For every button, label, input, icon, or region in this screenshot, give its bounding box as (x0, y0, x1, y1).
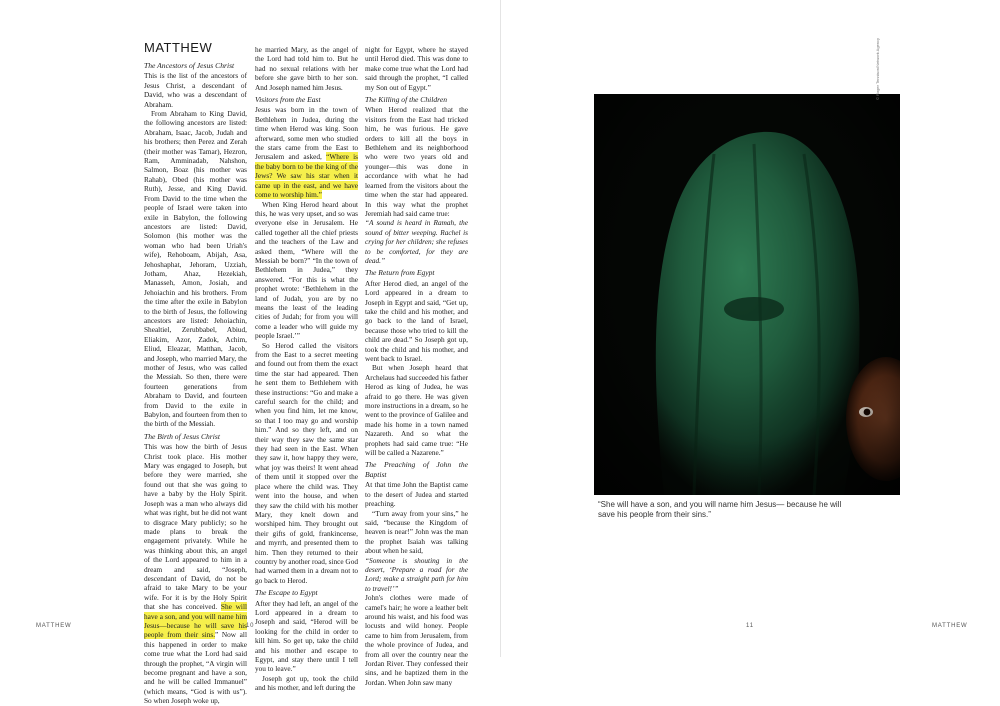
paragraph-text: ” Now all this happened in order to make come true what the Lord had said through the prophet, “A virgin will become pregnant and have a son, and he will be called Immanuel” (which means, “God is with us”). So when Joseph woke up, (144, 630, 247, 706)
section-heading: The Birth of Jesus Christ (144, 431, 220, 441)
book-title: MATTHEW (144, 40, 213, 55)
section-heading: The Killing of the Children (365, 95, 447, 105)
paragraph (255, 105, 358, 199)
paragraph-text: This was how the birth of Jesus Christ took place. His mother Mary was engaged to Joseph, but before they were married, she found out that she was going to have a baby by the Holy Spirit. Joseph was a man who always did what was right, but he did not want to disgrace Mary publicly; so he made plans to break the engagement privately. While he was thinking about this, an angel of the Lord appeared to him in a dream and said, “Joseph, descendant of David, do not be afraid to take Mary to be your wife. For it is by the Holy Spirit that she has conceived. (144, 442, 247, 612)
text-column-2 (255, 45, 358, 693)
paragraph: After they had left, an angel of the Lord appeared in a dream to Joseph and said, “Herod will be looking for the child in order to kill him. So get up, take the child and his mother and escape to Egypt, and stay there until I tell you to leave.” (255, 598, 358, 674)
paragraph: Joseph got up, took the child and his mother, and left during the (255, 673, 358, 693)
section-heading: The Preaching of John the Baptist (365, 460, 468, 479)
paragraph-text: Jesus was born in the town of Bethlehem in Judea, during the time when Herod was king. Soon afterward, some men who studied the stars came from the East to Jerusalem and asked, (255, 105, 358, 162)
footer-book-title-right: MATTHEW (932, 623, 968, 629)
section-heading: The Ancestors of Jesus Christ (144, 61, 235, 70)
paragraph: “Turn away from your sins,” he said, “because the Kingdom of heaven is near!” John was the man the prophet Isaiah was talking about when he said, (365, 508, 468, 556)
paragraph: John's clothes were made of camel's hair; he wore a leather belt around his waist, and his food was locusts and wild honey. People came to him from Jerusalem, from the whole province of Judea, and from all over the country near the Jordan River. They confessed their sins, and he baptized them in the Jordan. When John saw many (365, 593, 468, 687)
highlighted-verse: She will have a son, and you will name him Jesus—because he will save his people from their sins. (144, 602, 247, 640)
page-number-right: 11 (746, 623, 754, 629)
page-number-left: 10 (246, 623, 255, 629)
photo-illustration (594, 94, 900, 495)
section-heading: The Return from Egypt (365, 268, 435, 278)
photo-caption: “She will have a son, and you will name him Jesus— because he will save his people from their sins.” (598, 500, 842, 519)
photo-veiled-woman-and-child (594, 94, 900, 495)
scripture-quote: “A sound is heard in Ramah, the sound of bitter weeping. Rachel is crying for her children; she refuses to be comforted, for they are dead.” (365, 218, 468, 265)
paragraph: At that time John the Baptist came to the desert of Judea and started preaching. (365, 480, 468, 509)
paragraph: he married Mary, as the angel of the Lord had told him to. But he had no sexual relations with her before she gave birth to her son. And Joseph named him Jesus. (255, 45, 358, 92)
page-spine (500, 0, 501, 657)
paragraph: So Herod called the visitors from the East to a secret meeting and found out from them the exact time the star had appeared. Then he sent them to Bethlehem with these instructions: “Go and make a careful search for the child; and when you find him, let me know, so that I too may go and worship him.” And so they left, and on their way they saw the same star they had seen in the East. When they saw it, how happy they were, what joy was theirs! It went ahead of them until it stopped over the place where the child was. They went into the house, and when they saw the child with his mother Mary, they knelt down and worshiped him. They brought out their gifts of gold, frankincense, and myrrh, and presented them to him. Then they returned to their country by another road, since God had warned them in a dream not to go back to Herod. (255, 340, 358, 585)
paragraph: When King Herod heard about this, he was very upset, and so was everyone else in Jerusalem. He called together all the chief priests and the teachers of the Law and asked them, “Where will the Messiah be born?” “In the town of Bethlehem in Judea,” they answered. “For this is what the prophet wrote: ‘Bethlehem in the land of Judah, you are by no means the least of the leading cities of Judah; for from you will come a leader who will guide my people Israel.’” (255, 199, 358, 341)
scripture-quote: “Someone is shouting in the desert, ‘Prepare a road for the Lord; make a straight path for him to travel!’” (365, 555, 468, 593)
highlighted-verse: “Where is the baby born to be the king of the Jews? We saw his star when it came up in the east, and we have come to worship him.” (255, 152, 358, 200)
footer-book-title-left: MATTHEW (36, 623, 72, 629)
paragraph: From Abraham to King David, the following ancestors are listed: Abraham, Isaac, Jacob, Judah and his brothers; then Perez and Zerah (their mother was Tamar), Hezron, Ram, Amminadab, Nahshon, Salmon, Boaz (his mother was Rahab), Obed (his mother was Ruth), Jesse, and King David. From David to the time when the people of Israel were taken into exile in Babylon, the following ancestors are listed: David, Solomon (his mother was the woman who had been Uriah's wife), Rehoboam, Abijah, Asa, Jehoshaphat, Jehoram, Uzziah, Jotham, Ahaz, Hezekiah, Manasseh, Amon, Josiah, and Jehoiachin and his brothers. From the time after the exile in Babylon to the birth of Jesus, the following ancestors are listed: Jehoiachin, Shealtiel, Zerubbabel, Abiud, Eliakim, Azor, Zadok, Achim, Eliud, Eleazar, Matthan, Jacob, and Joseph, who married Mary, the mother of Jesus, who was called the Messiah. So then, there were fourteen generations from Abraham to David, and fourteen from David to the exile in Babylon, and fourteen from then to the birth of the Messiah. (144, 109, 247, 429)
section-heading: The Escape to Egypt (255, 588, 318, 598)
text-column-1 (144, 58, 247, 706)
text-column-3 (365, 45, 468, 687)
paragraph: After Herod died, an angel of the Lord appeared in a dream to Joseph in Egypt and said, “Get up, take the child and his mother, and go back to the land of Israel, because those who tried to kill the child are dead.” So Joseph got up, took the child and his mother, and went back to Israel. (365, 278, 468, 363)
paragraph (144, 442, 247, 705)
paragraph: When Herod realized that the visitors from the East had tricked him, he was furious. He gave orders to kill all the boys in Bethlehem and its neighborhood who were two years old and younger—this was done in accordance with what he had learned from the visitors about the time when the star had appeared. In this way what the prophet Jeremiah had said came true: (365, 105, 468, 218)
paragraph: This is the list of the ancestors of Jesus Christ, a descendant of David, who was a descendant of Abraham. (144, 71, 247, 109)
paragraph: But when Joseph heard that Archelaus had succeeded his father Herod as king of Judea, he was afraid to go there. He was given more instructions in a dream, so he went to the province of Galilee and made his home in a town named Nazareth. And so what the prophets had said came true: “He will be called a Nazarene.” (365, 363, 468, 458)
section-heading: Visitors from the East (255, 95, 321, 105)
paragraph: night for Egypt, where he stayed until Herod died. This was done to make come true what the Lord had said through the prophet, “I called my Son out of Egypt.” (365, 45, 468, 92)
photo-credit: © Roger Tennison/Network Agency (875, 37, 880, 100)
